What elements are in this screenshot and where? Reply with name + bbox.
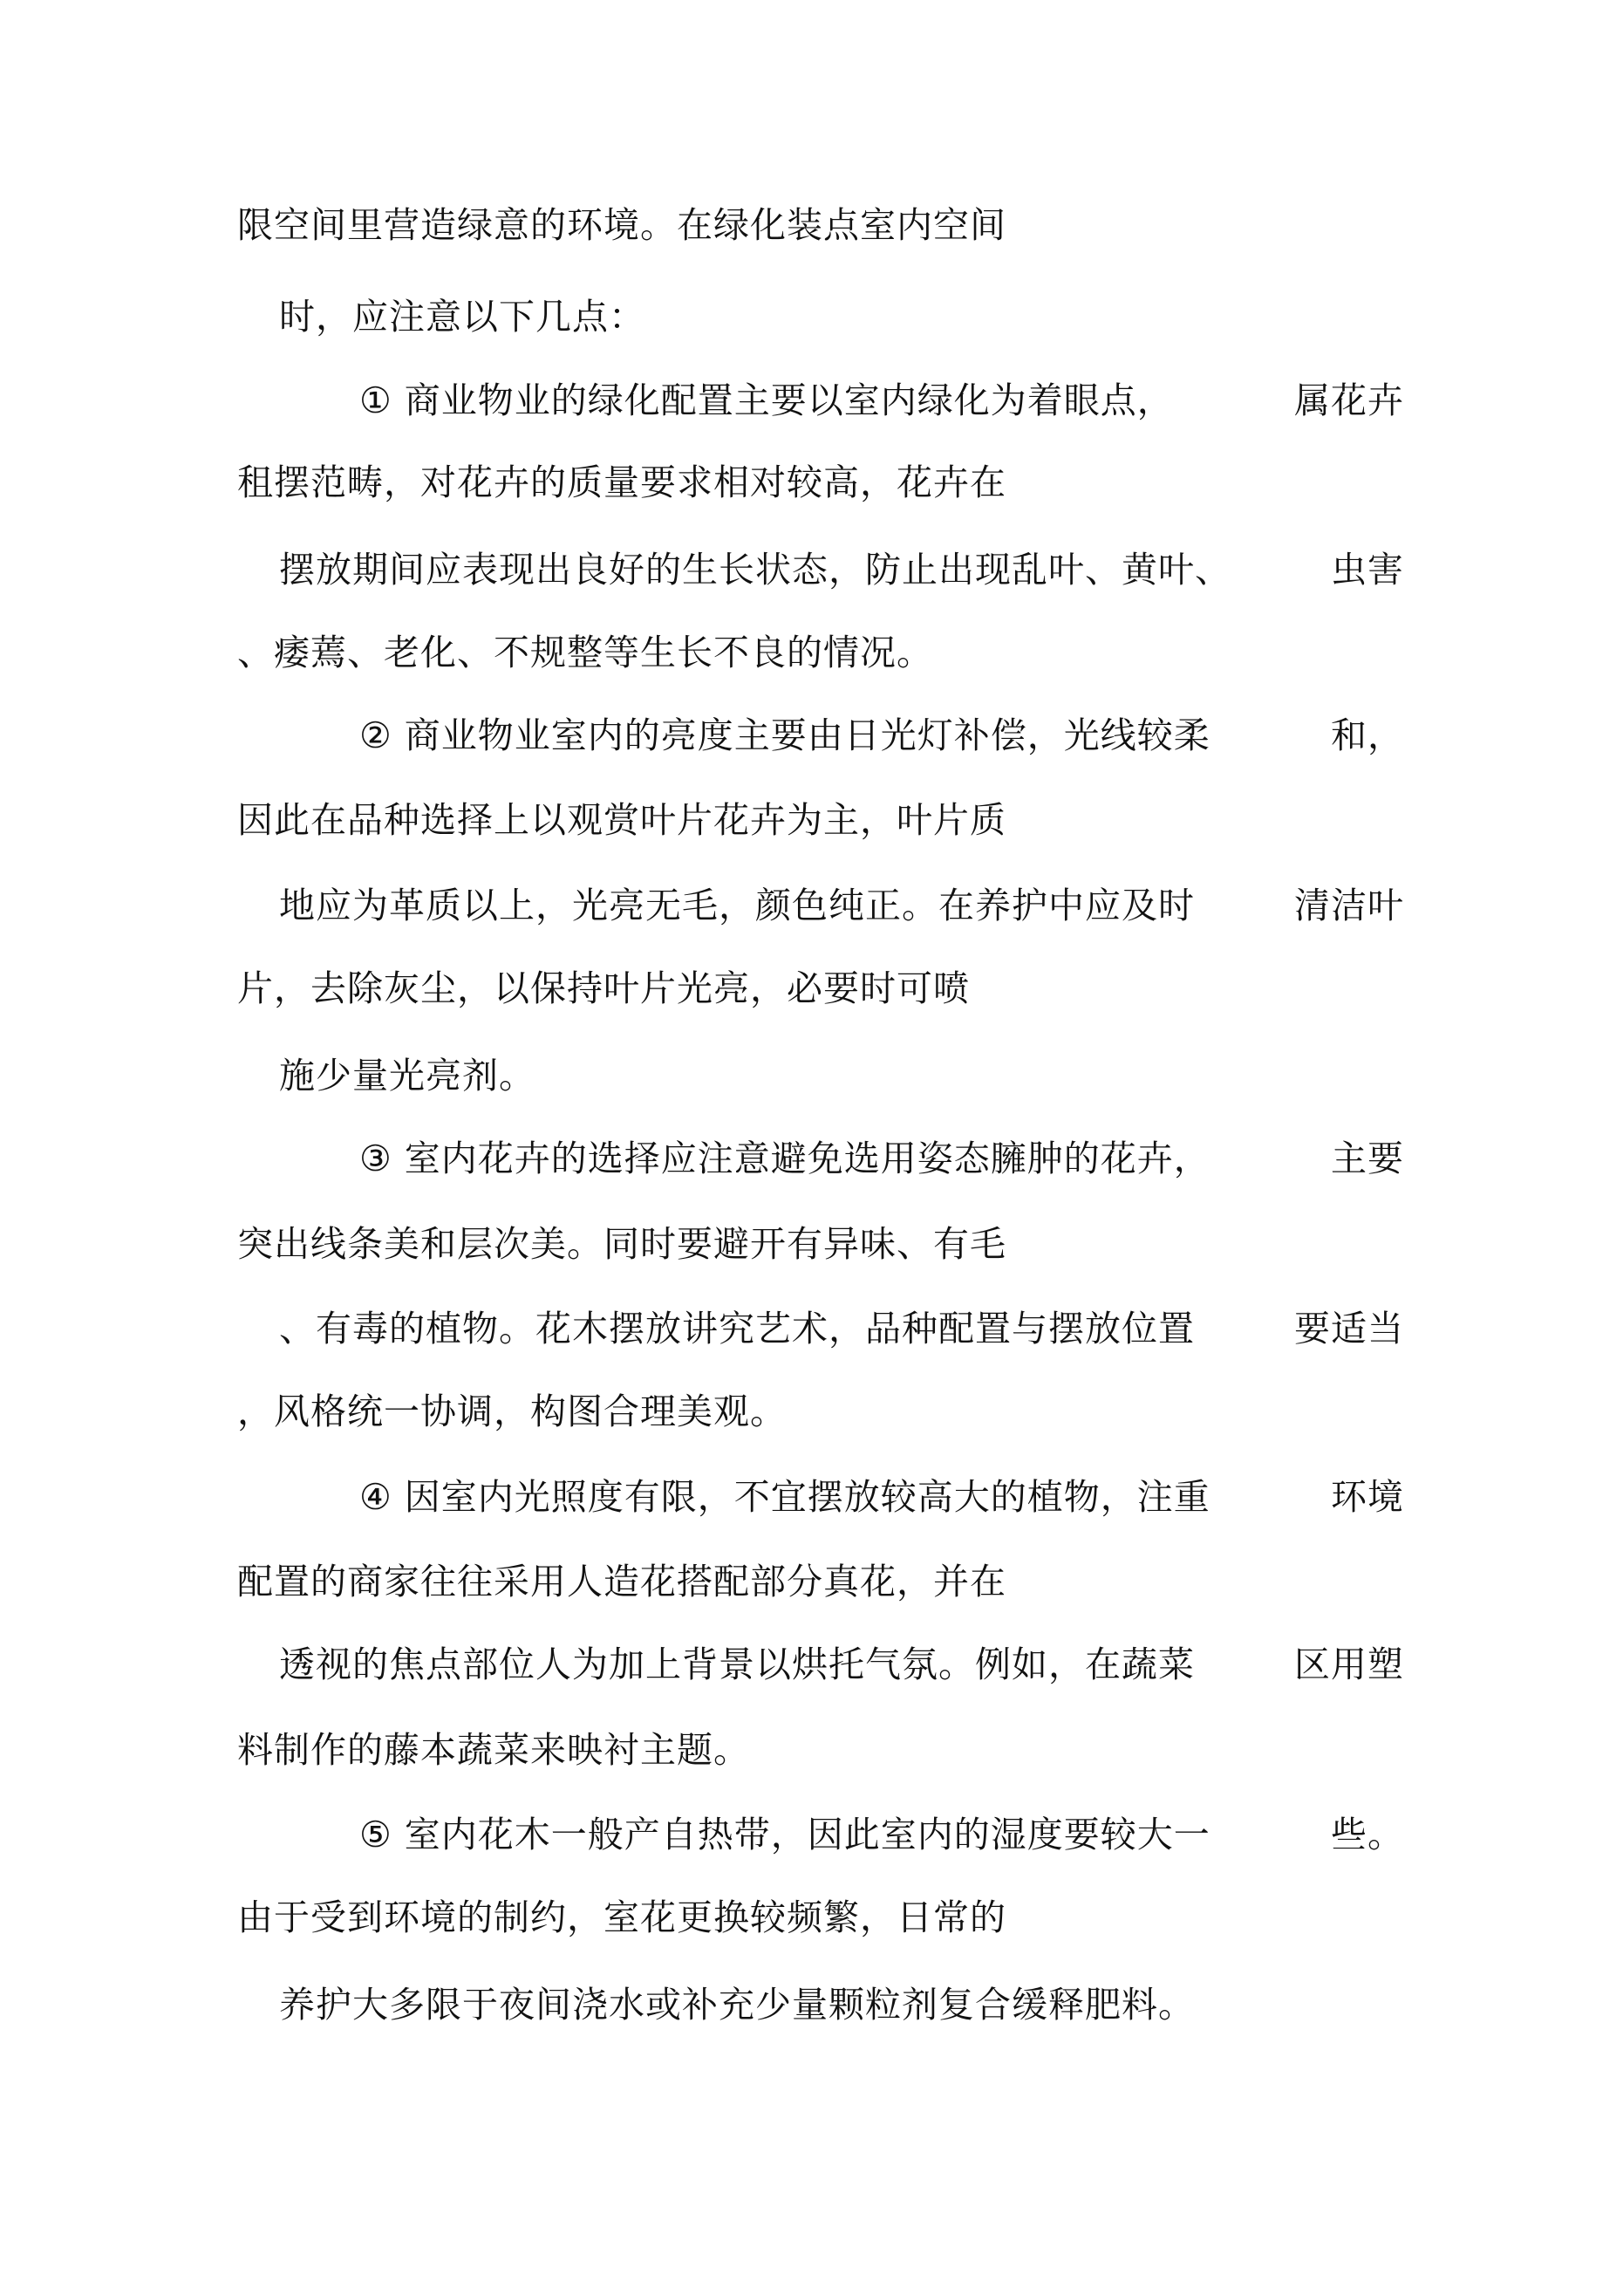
paragraph-first-line xyxy=(359,711,1404,760)
text-line xyxy=(237,964,970,1013)
text-segment: 主要 xyxy=(1331,1138,1404,1179)
text-segment: 配置的商家往往采用人造花搭配部分真花，并在 xyxy=(237,1561,1006,1602)
text-segment: ，风格统一协调，构图合理美观。 xyxy=(237,1391,787,1432)
text-line xyxy=(237,628,933,677)
text-line xyxy=(279,1640,1404,1689)
text-segment: 、有毒的植物。花木摆放讲究艺术，品种配置与摆放位置 xyxy=(279,1308,1195,1350)
text-segment: 透视的焦点部位人为加上背景以烘托气氛。例如，在蔬菜 xyxy=(279,1643,1195,1685)
text-segment: 要适当 xyxy=(1294,1308,1404,1350)
paragraph-first-line xyxy=(359,1134,1404,1183)
text-segment: 区用塑 xyxy=(1294,1643,1404,1685)
text-segment: 因此在品种选择上以观赏叶片花卉为主，叶片质 xyxy=(237,799,1006,841)
text-line xyxy=(279,1304,1404,1353)
text-segment: 养护大多限于夜间浇水或补充少量颗粒剂复合缓释肥料。 xyxy=(279,1984,1195,2026)
text-segment: 些。 xyxy=(1331,1814,1404,1855)
text-line xyxy=(237,1387,787,1436)
text-segment: 突出线条美和层次美。同时要避开有异味、有毛 xyxy=(237,1223,1006,1265)
text-segment: 和， xyxy=(1331,714,1404,756)
text-line xyxy=(237,1557,1006,1606)
text-line xyxy=(279,545,1404,594)
text-segment: 地应为革质以上，光亮无毛，颜色纯正。在养护中应及时 xyxy=(279,885,1195,926)
text-line xyxy=(279,292,645,341)
text-segment: ⑤ 室内花木一般产自热带，因此室内的湿度要较大一 xyxy=(359,1814,1210,1855)
text-line xyxy=(237,1893,1006,1942)
text-segment: 由于受到环境的制约，室花更换较频繁，日常的 xyxy=(237,1896,1006,1938)
text-segment: ② 商业物业室内的亮度主要由日光灯补偿，光线较柔 xyxy=(359,714,1210,756)
text-segment: ④ 因室内光照度有限，不宜摆放较高大的植物，注重 xyxy=(359,1476,1210,1518)
text-line xyxy=(279,1980,1195,2029)
text-segment: 摆放期间应表现出良好的生长状态，防止出现乱叶、黄叶、 xyxy=(279,549,1231,591)
text-segment: 、痿蔫、老化、不规整等生长不良的情况。 xyxy=(237,632,933,673)
text-segment: 料制作的藤本蔬菜来映衬主题。 xyxy=(237,1729,750,1771)
text-segment: 时，应注意以下几点： xyxy=(279,296,645,338)
text-segment: 限空间里营造绿意的环境。在绿化装点室内空间 xyxy=(237,204,1006,246)
text-segment: 虫害 xyxy=(1331,549,1404,591)
text-line xyxy=(237,1725,750,1774)
text-segment: 施少量光亮剂。 xyxy=(279,1055,535,1097)
text-segment: 清洁叶 xyxy=(1294,885,1404,926)
text-line xyxy=(237,458,1006,507)
text-segment: 片，去除灰尘，以保持叶片光亮，必要时可喷 xyxy=(237,967,970,1009)
text-line xyxy=(237,796,1006,844)
text-segment: 属花卉 xyxy=(1294,379,1404,421)
text-line xyxy=(237,1220,1006,1268)
text-line xyxy=(237,201,1006,249)
text-line xyxy=(279,881,1404,930)
paragraph-first-line xyxy=(359,1810,1404,1859)
text-segment: 环境 xyxy=(1331,1476,1404,1518)
text-segment: ③ 室内花卉的选择应注意避免选用姿态臃肿的花卉， xyxy=(359,1138,1210,1179)
text-segment: ① 商业物业的绿化配置主要以室内绿化为着眼点， xyxy=(359,379,1174,421)
paragraph-first-line xyxy=(359,376,1404,425)
text-segment: 租摆范畴，对花卉的质量要求相对较高，花卉在 xyxy=(237,461,1006,503)
text-line xyxy=(279,1051,535,1100)
paragraph-first-line xyxy=(359,1473,1404,1521)
